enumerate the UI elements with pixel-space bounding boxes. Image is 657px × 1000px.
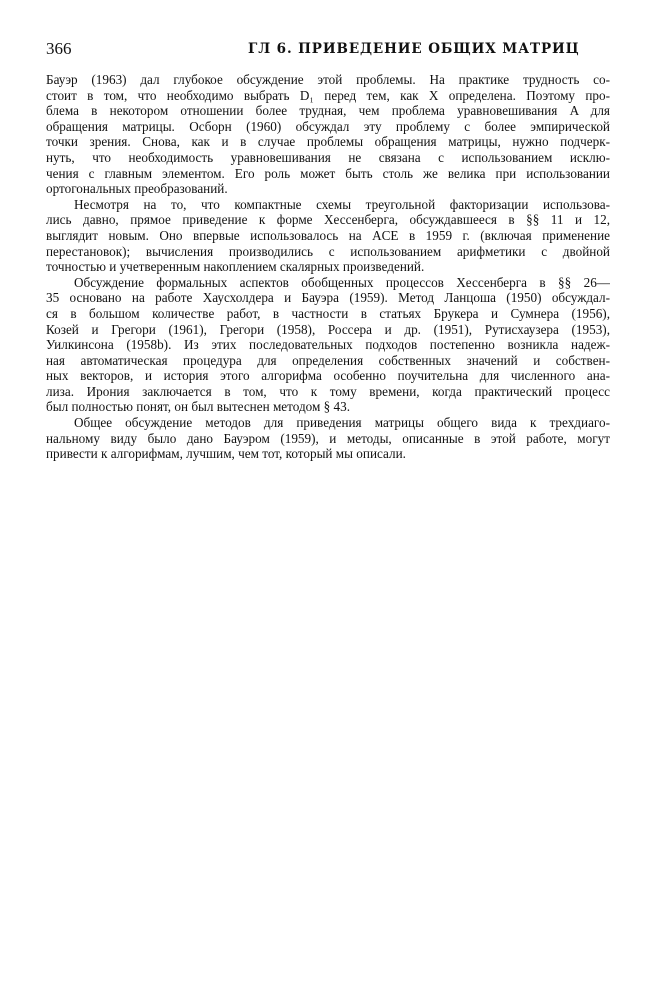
paragraph (46, 197, 610, 275)
chapter-title: ГЛ 6. ПРИВЕДЕНИЕ ОБЩИХ МАТРИЦ (248, 41, 580, 57)
paragraph (46, 275, 610, 415)
running-head (46, 39, 611, 61)
text-line: блема в некотором отношении более трудная, чем проблема уравновешивания A для (46, 103, 610, 119)
text-line: Обсуждение формальных аспектов обобщенных процессов Хессенберга в §§ 26— (74, 274, 610, 290)
body-text (46, 72, 610, 462)
text-line: ортогональных преобразований. (46, 181, 228, 197)
text-line: чения с главным элементом. Его роль может быть столь же велика при использовании (46, 165, 610, 181)
text-line: нальному виду было дано Бауэром (1959), и методы, описанные в этой работе, могут (46, 430, 610, 446)
text-line: Козей и Грегори (1961), Грегори (1958), Россера и др. (1951), Рутисхаузера (1953), (46, 321, 610, 337)
text-line: Общее обсуждение методов для приведения матрицы общего вида к трехдиаго- (74, 415, 610, 431)
text-line: Несмотря на то, что компактные схемы треугольной факторизации использова- (74, 196, 610, 212)
text-line: Уилкинсона (1958b). Из этих последовательных подходов постепенно возникла надеж- (46, 337, 610, 353)
paragraph (46, 415, 610, 462)
text-line: перестановок); вычисления производились с использованием арифметики с двойной (46, 243, 610, 259)
text-line: лись давно, прямое приведение к форме Хессенберга, обсуждавшееся в §§ 11 и 12, (46, 212, 610, 228)
text-line: был полностью понят, он был вытеснен методом § 43. (46, 399, 351, 415)
text-line: ная автоматическая процедура для определения собственных значений и собствен- (46, 352, 610, 368)
text-line: Бауэр (1963) дал глубокое обсуждение этой проблемы. На практике трудность со- (46, 72, 610, 87)
text-line: лиза. Ирония заключается в том, что к тому времени, когда практический процесс (46, 383, 610, 399)
text-line: 35 основано на работе Хаусхолдера и Бауэра (1959). Метод Ланцоша (1950) обсуждал- (46, 290, 610, 306)
page-number: 366 (46, 39, 72, 58)
text-line: нуть, что необходимость уравновешивания не связана с использованием исклю- (46, 149, 610, 165)
text-line: ся в большом количестве работ, в частности в статьях Брукера и Сумнера (1956), (46, 305, 610, 321)
text-line: стоит в том, что необходимо выбрать D₁ перед тем, как X определена. Поэтому про- (46, 87, 610, 103)
paragraph (46, 72, 610, 197)
text-line: точки зрения. Снова, как и в случае проблемы обращения матрицы, нужно подчерк- (46, 134, 610, 150)
text-line: обращения матрицы. Осборн (1960) обсуждал эту проблему с более эмпирической (46, 118, 610, 134)
text-line: точностью и учетверенным накоплением скалярных произведений. (46, 259, 425, 275)
text-line: выглядит новым. Оно впервые использовалось на ACE в 1959 г. (включая применение (46, 227, 610, 243)
text-line: привести к алгорифмам, лучшим, чем тот, который мы описали. (46, 446, 406, 462)
text-line: ных векторов, и история этого алгорифма особенно поучительна для численного ана- (46, 368, 610, 384)
